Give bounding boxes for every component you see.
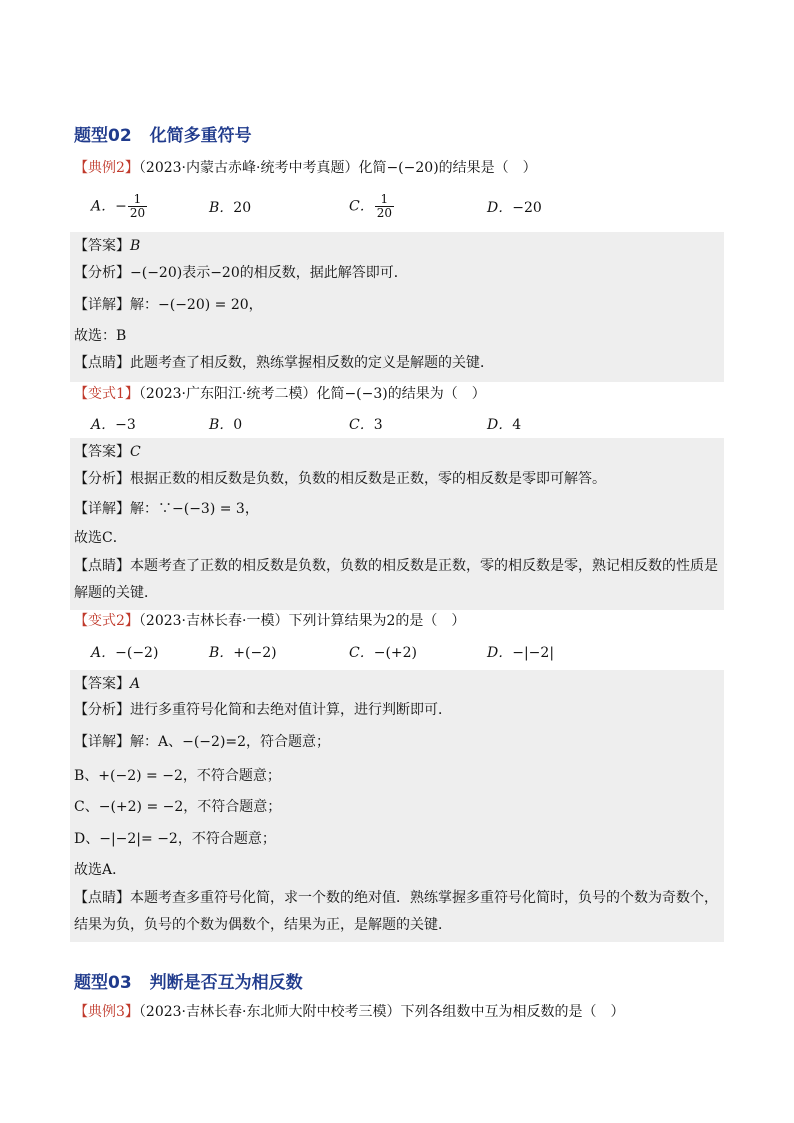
question-source: （2023·内蒙古赤峰·统考中考真题） — [138, 160, 359, 176]
section-number: 题型02 — [74, 126, 132, 146]
option-a: A．−3 — [91, 417, 136, 433]
comment-line: 【点睛】本题考查了正数的相反数是负数，负数的相反数是正数，零的相反数是零，熟记相反数的性质是 — [74, 558, 718, 574]
option-a: A．− $\frac{1}{20}$ — [91, 192, 146, 220]
option-b: B．+(−2) — [209, 645, 277, 661]
answer-line: 【答案】A — [74, 676, 141, 692]
analysis-line: 【分析】−(−20)表示−20的相反数，据此解答即可． — [74, 265, 408, 281]
variant-2-options — [91, 642, 731, 666]
variant-1-stem — [74, 384, 486, 404]
option-d: D．4 — [487, 417, 522, 433]
example-tag: 【典例3】 — [74, 1004, 139, 1020]
analysis-line: 【分析】进行多重符号化简和去绝对值计算，进行判断即可． — [74, 702, 452, 718]
section-title: 判断是否互为相反数 — [149, 973, 303, 993]
variant-tag: 【变式1】 — [74, 386, 139, 402]
comment-line-2: 结果为负，负号的个数为偶数个，结果为正，是解题的关键． — [74, 917, 452, 933]
detail-line: 【详解】解：A、−(−2)=2，符合题意； — [74, 734, 331, 750]
choose-line: 故选A． — [74, 862, 127, 878]
option-d: D．−20 — [487, 200, 542, 216]
section-title: 化简多重符号 — [149, 126, 252, 146]
example-3-stem — [74, 1002, 624, 1022]
variant-1-options — [91, 414, 731, 438]
example-2-options — [91, 192, 731, 220]
section-heading-02 — [74, 121, 252, 146]
detail-line-b: B、+(−2) = −2，不符合题意； — [74, 768, 281, 784]
example-2-stem — [74, 158, 537, 178]
option-c: C． $\frac{1}{20}$ — [349, 192, 392, 220]
choose-line: 故选C． — [74, 530, 127, 546]
comment-line: 【点睛】本题考查多重符号化简，求一个数的绝对值．熟练掌握多重符号化简时，负号的个数为奇数个， — [74, 890, 718, 906]
choose-line: 故选：B — [74, 328, 127, 344]
question-text: 下列各组数中互为相反数的是（ ） — [400, 1004, 625, 1020]
question-source: （2023·吉林长春·一模） — [138, 613, 289, 629]
option-c: C．3 — [349, 417, 383, 433]
solution-box-variant-2 — [70, 670, 724, 942]
option-b: B．20 — [209, 200, 252, 216]
answer-line: 【答案】B — [74, 238, 141, 254]
analysis-line: 【分析】根据正数的相反数是负数，负数的相反数是正数，零的相反数是零即可解答。 — [74, 471, 606, 487]
question-source: （2023·广东阳江·统考二模） — [138, 386, 317, 402]
question-text: 化简−(−3)的结果为（ ） — [316, 386, 486, 402]
option-c: C．−(+2) — [349, 645, 418, 661]
question-text: 下列计算结果为2的是（ ） — [288, 613, 466, 629]
section-heading-03 — [74, 968, 303, 993]
option-d: D．−|−2| — [487, 645, 555, 661]
option-b: B．0 — [209, 417, 243, 433]
variant-2-stem — [74, 611, 465, 631]
option-a: A．−(−2) — [91, 645, 159, 661]
solution-box-example-2 — [70, 232, 724, 382]
detail-line-c: C、−(+2) = −2，不符合题意； — [74, 799, 282, 815]
detail-line-d: D、−|−2|= −2，不符合题意； — [74, 831, 276, 847]
comment-line: 【点睛】此题考查了相反数，熟练掌握相反数的定义是解题的关键． — [74, 355, 494, 371]
solution-box-variant-1 — [70, 438, 724, 610]
example-tag: 【典例2】 — [74, 160, 139, 176]
comment-line-2: 解题的关键． — [74, 585, 158, 601]
detail-line: 【详解】解：∵−(−3) = 3， — [74, 501, 259, 517]
question-source: （2023·吉林长春·东北师大附中校考三模） — [138, 1004, 401, 1020]
answer-line: 【答案】C — [74, 444, 141, 460]
question-text: 化简−(−20)的结果是（ ） — [358, 160, 537, 176]
variant-tag: 【变式2】 — [74, 613, 139, 629]
detail-line: 【详解】解：−(−20) = 20， — [74, 297, 263, 313]
section-number: 题型03 — [74, 973, 132, 993]
